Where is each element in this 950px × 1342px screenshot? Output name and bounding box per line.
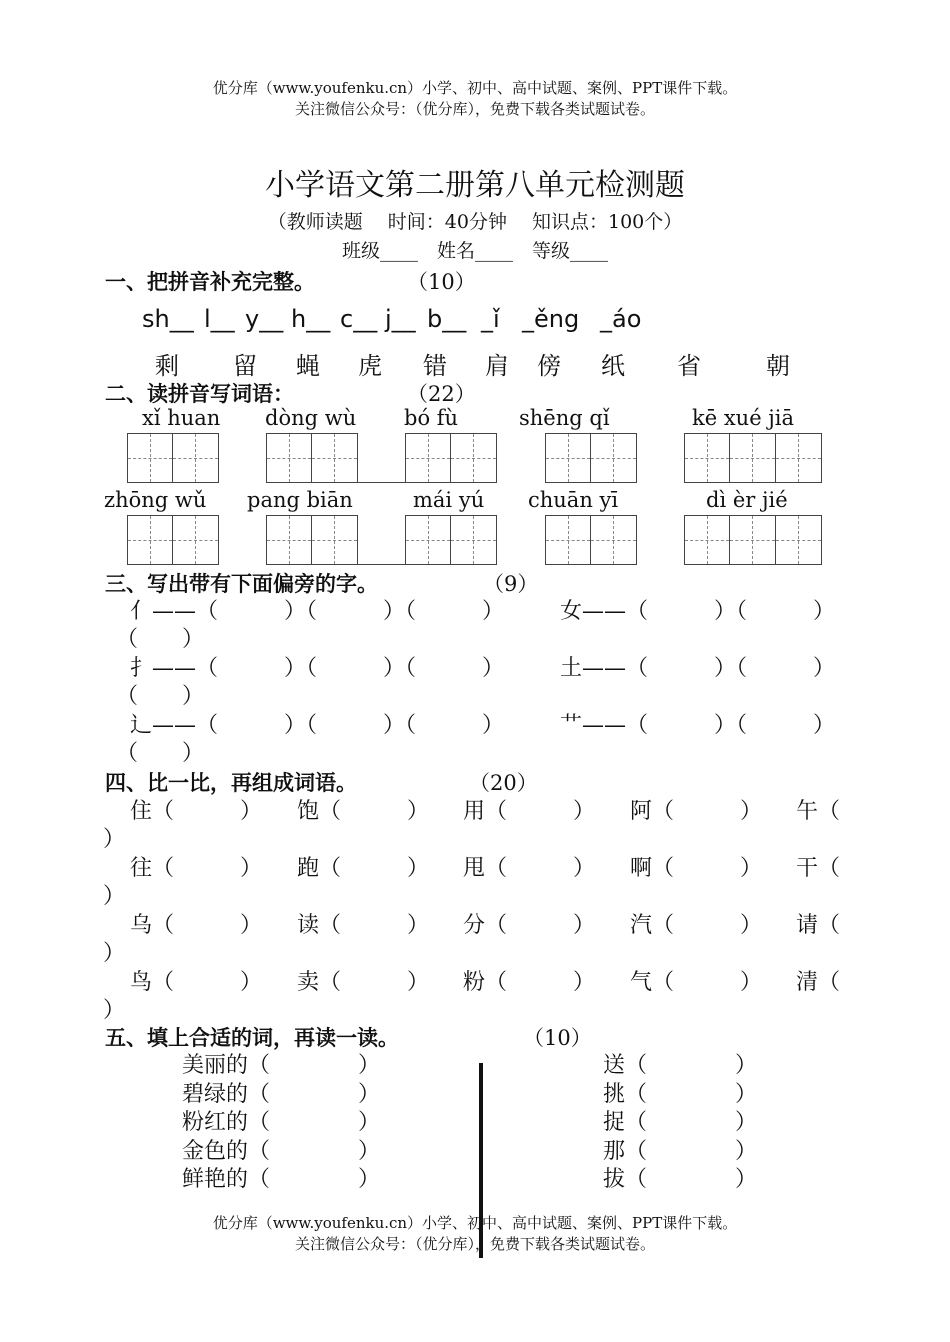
fill-left[interactable]: 美丽的（ ） [182, 1053, 381, 1078]
grid-connector [357, 564, 405, 565]
pinyin-prompt: shēng qǐ [519, 406, 610, 430]
fill-right[interactable]: 捉（ ） [603, 1110, 758, 1135]
compare-item[interactable]: 用（ ） [463, 799, 596, 824]
fill-right[interactable]: 送（ ） [603, 1053, 758, 1078]
pinyin-prompt: dì èr jié [706, 488, 788, 512]
compare-item[interactable]: 干（ [796, 856, 841, 881]
section-4-heading: 四、比一比，再组成词语。 （20） [105, 770, 538, 795]
pinyin-prompt: mái yú [413, 488, 485, 512]
compare-item[interactable]: 午（ [796, 799, 841, 824]
hint-char: 纸 [601, 352, 625, 380]
compare-item[interactable]: 请（ [796, 913, 841, 938]
pinyin-blank[interactable]: sh__ [142, 305, 194, 333]
fill-left[interactable]: 粉红的（ ） [182, 1110, 381, 1135]
compare-item[interactable]: 清（ [796, 970, 841, 995]
hint-char: 虎 [358, 352, 382, 380]
hint-char: 傍 [537, 352, 561, 380]
compare-close: ） [103, 998, 126, 1023]
radical-row-wrap[interactable]: （ ） [116, 684, 205, 709]
compare-item[interactable]: 甩（ ） [463, 856, 596, 881]
pinyin-prompt: zhōng wǔ [104, 488, 207, 512]
pinyin-blank[interactable]: y__ [245, 305, 284, 333]
compare-close: ） [103, 884, 126, 909]
pinyin-prompt: dòng wù [265, 406, 357, 430]
fill-left[interactable]: 鲜艳的（ ） [182, 1167, 381, 1192]
pinyin-prompt: bó fù [404, 406, 459, 430]
subtitle: （教师读题 时间：40分钟 知识点：100个） [267, 211, 683, 233]
radical-row-right[interactable]: 土——（ ）（ ） [560, 656, 836, 681]
hint-char: 留 [233, 352, 257, 380]
section-3-heading: 三、写出带有下面偏旁的字。 （9） [105, 571, 539, 596]
compare-item[interactable]: 分（ ） [463, 913, 596, 938]
fill-right[interactable]: 挑（ ） [603, 1082, 758, 1107]
section-2-heading: 二、读拼音写词语： （22） [105, 381, 476, 406]
compare-item[interactable]: 鸟（ ） [130, 970, 263, 995]
pinyin-blank[interactable]: h__ [291, 305, 331, 333]
compare-item[interactable]: 住（ ） [130, 799, 263, 824]
hint-char: 省 [677, 352, 701, 380]
compare-item[interactable]: 啊（ ） [630, 856, 763, 881]
pinyin-blank[interactable]: b__ [427, 305, 467, 333]
header-line-2: 关注微信公众号：（优分库），免费下载各类试题试卷。 [294, 100, 655, 118]
pinyin-blank[interactable]: _ǐ [481, 305, 500, 333]
radical-row-left[interactable]: 辶——（ ）（ ）（ ） [130, 713, 505, 738]
pinyin-prompt: xǐ huan [142, 406, 221, 430]
radical-row-wrap[interactable]: （ ） [116, 741, 205, 766]
section-5-heading: 五、填上合适的词，再读一读。 （10） [105, 1025, 592, 1050]
compare-item[interactable]: 卖（ ） [297, 970, 430, 995]
hint-char: 朝 [766, 352, 790, 380]
compare-item[interactable]: 跑（ ） [297, 856, 430, 881]
student-info: 班级____ 姓名____ 等级____ [341, 240, 608, 262]
compare-item[interactable]: 气（ ） [630, 970, 763, 995]
radical-row-right[interactable]: 女——（ ）（ ） [560, 599, 836, 624]
fill-right[interactable]: 那（ ） [603, 1139, 758, 1164]
pinyin-blank[interactable]: j__ [385, 305, 416, 333]
compare-item[interactable]: 往（ ） [130, 856, 263, 881]
hint-char: 错 [423, 352, 447, 380]
radical-row-left[interactable]: 扌——（ ）（ ）（ ） [130, 656, 505, 681]
pinyin-prompt: chuān yī [528, 488, 619, 512]
compare-item[interactable]: 读（ ） [297, 913, 430, 938]
pinyin-blank[interactable]: c__ [340, 305, 378, 333]
fill-left[interactable]: 金色的（ ） [182, 1139, 381, 1164]
footer-line-1: 优分库（www.youfenku.cn）小学、初中、高中试题、案例、PPT课件下载。 [212, 1214, 738, 1232]
compare-close: ） [103, 941, 126, 966]
section-1-heading: 一、把拼音补充完整。 （10） [105, 269, 476, 294]
pinyin-blank[interactable]: _ěng [522, 305, 580, 333]
fill-left[interactable]: 碧绿的（ ） [182, 1082, 381, 1107]
footer-line-2: 关注微信公众号：（优分库），免费下载各类试题试卷。 [294, 1235, 655, 1253]
compare-item[interactable]: 汽（ ） [630, 913, 763, 938]
radical-row-left[interactable]: 亻——（ ）（ ）（ ） [130, 599, 505, 624]
pinyin-prompt: pang biān [247, 488, 353, 512]
compare-item[interactable]: 乌（ ） [130, 913, 263, 938]
compare-item[interactable]: 饱（ ） [297, 799, 430, 824]
grid-connector [357, 482, 405, 483]
compare-item[interactable]: 粉（ ） [463, 970, 596, 995]
radical-row-right[interactable]: 艹——（ ）（ ） [560, 713, 836, 738]
hint-char: 蝇 [296, 352, 320, 380]
hint-char: 肩 [485, 352, 509, 380]
compare-close: ） [103, 827, 126, 852]
radical-row-wrap[interactable]: （ ） [116, 627, 205, 652]
pinyin-blank[interactable]: _áo [600, 305, 642, 333]
pinyin-blank[interactable]: l__ [204, 305, 235, 333]
fill-right[interactable]: 拔（ ） [603, 1167, 758, 1192]
hint-char: 剩 [155, 352, 179, 380]
compare-item[interactable]: 阿（ ） [630, 799, 763, 824]
header-line-1: 优分库（www.youfenku.cn）小学、初中、高中试题、案例、PPT课件下载。 [212, 79, 738, 97]
pinyin-prompt: kē xué jiā [692, 406, 795, 430]
page-title: 小学语文第二册第八单元检测题 [265, 168, 685, 203]
